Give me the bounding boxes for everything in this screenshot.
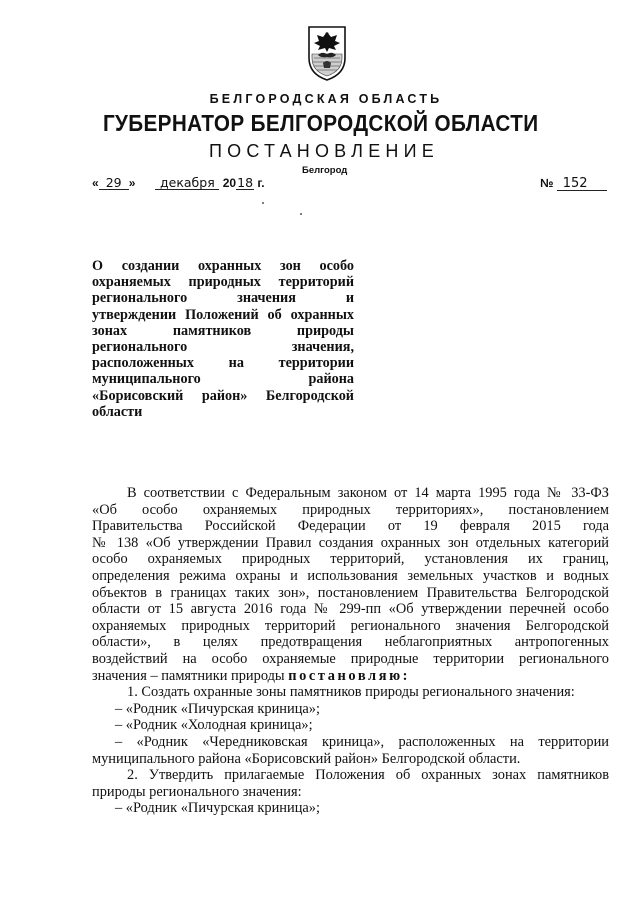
decree-number — [540, 176, 607, 191]
body-line: области от 15 августа 2016 года № 299-пп «Об утверждении перечней особо — [92, 601, 609, 618]
scan-speck — [262, 202, 264, 204]
body-line: объектов в границах таких зон», постановлением Правительства Белгородской — [92, 584, 609, 601]
subject-line: области — [92, 403, 143, 420]
subject-line: регионального значения, — [92, 339, 354, 356]
item-heading: 2. Утвердить прилагаемые Положения об охранных зонах памятников — [127, 767, 609, 784]
list-item: – «Родник «Пичурская криница»; — [115, 700, 320, 717]
subject-line: регионального значения и — [92, 290, 354, 307]
body-line: Правительства Российской Федерации от 19 февраля 2015 года — [92, 518, 609, 535]
decree-date — [92, 176, 265, 190]
subject-line: О создании охранных зон особо — [92, 258, 354, 274]
subject-line: расположенных на территории — [92, 355, 354, 372]
decree-title: ПОСТАНОВЛЕНИЕ — [209, 141, 439, 161]
city-name: Белгород — [302, 165, 348, 176]
body-line: В соответствии с Федеральным законом от 14 марта 1995 года № 33-ФЗ — [127, 485, 609, 501]
body-line: определения режима охраны и использования земельных участков и водных — [92, 567, 609, 584]
body-line: охраняемых природных территорий регионального значения Белгородской — [92, 617, 609, 634]
subject-line: зонах памятников природы — [92, 322, 354, 339]
number-value: 152 — [557, 177, 607, 191]
body-text: значения – памятники природы — [92, 667, 285, 684]
body-line: № 138 «Об утверждении Правил создания охранных зон отдельных категорий — [92, 534, 609, 551]
date-day: 29 — [99, 176, 129, 190]
list-item: – «Родник «Чередниковская криница», расположенных на территории — [115, 733, 609, 750]
body-line: «Об особо охраняемых природных территориях», постановлением — [92, 501, 609, 518]
body-line: воздействий на особо охраняемые природные территории регионального — [92, 650, 609, 667]
body-line: природы регионального значения: — [92, 783, 302, 800]
scan-speck — [300, 213, 302, 215]
region-heading: БЕЛГОРОДСКАЯ ОБЛАСТЬ — [209, 92, 443, 106]
date-open-quote: « — [92, 176, 99, 190]
number-sign: № — [540, 176, 554, 190]
list-item: – «Родник «Холодная криница»; — [115, 717, 313, 734]
body-line — [92, 668, 609, 685]
list-item: – «Родник «Пичурская криница»; — [115, 800, 320, 817]
date-year-prefix: 20 — [222, 176, 237, 190]
body-line: области», в целях предотвращения неблагоприятных антропогенных — [92, 634, 609, 651]
decree-subject — [92, 258, 354, 420]
body-line: особо охраняемых природных территорий, установления их границ, — [92, 551, 609, 568]
decree-body — [92, 485, 609, 817]
date-close-quote: » — [128, 176, 136, 190]
governor-title: ГУБЕРНАТОР БЕЛГОРОДСКОЙ ОБЛАСТИ — [102, 110, 539, 136]
item-heading: 1. Создать охранные зоны памятников природы регионального значения: — [127, 684, 575, 701]
subject-line: муниципального района — [92, 371, 354, 388]
subject-line: утверждении Положений об охранных — [92, 306, 354, 323]
belgorod-coat-of-arms-icon — [306, 24, 348, 82]
subject-line: «Борисовский район» Белгородской — [92, 387, 354, 404]
subject-line: охраняемых природных территорий — [92, 274, 354, 291]
date-year-suffix: 18 — [237, 175, 254, 190]
date-year-mark: г. — [257, 176, 265, 190]
decree-word: постановляю: — [288, 667, 411, 684]
date-month: декабря — [155, 176, 219, 190]
body-line: муниципального района «Борисовский район» Белгородской области. — [92, 750, 521, 767]
